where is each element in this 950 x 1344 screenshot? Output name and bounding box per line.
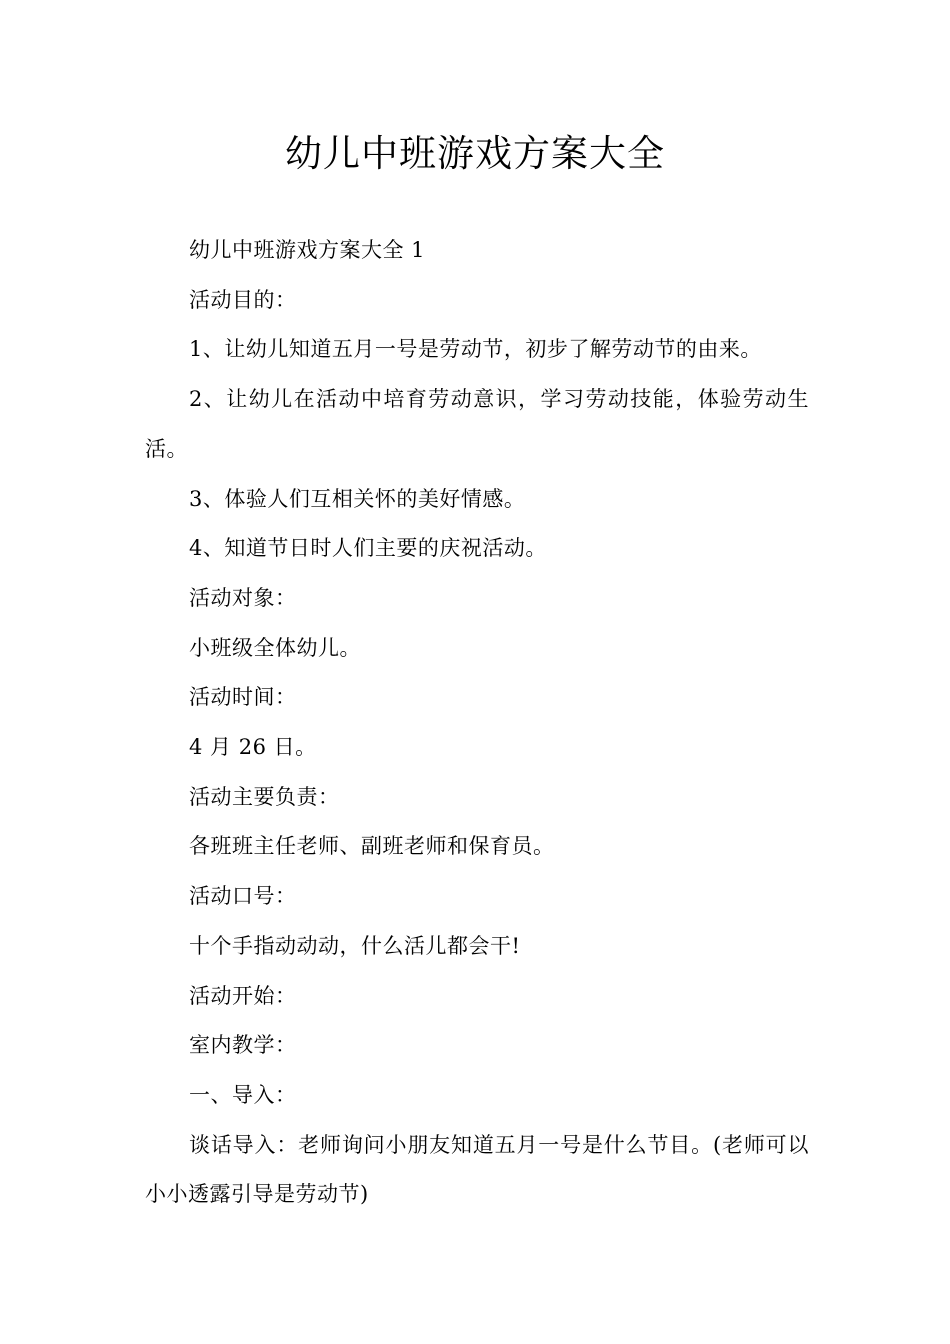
document-title: 幼儿中班游戏方案大全 xyxy=(285,132,665,175)
paragraph: 活动对象： xyxy=(189,585,297,610)
paragraph: 活动时间： xyxy=(189,685,297,710)
paragraph: 一、导入： xyxy=(189,1082,297,1107)
paragraph: 十个手指动动动，什么活儿都会干! xyxy=(189,933,521,958)
paragraph: 各班班主任老师、副班老师和保育员。 xyxy=(189,834,555,859)
paragraph: 活动开始： xyxy=(189,983,297,1008)
paragraph: 3、体验人们互相关怀的美好情感。 xyxy=(189,486,526,511)
paragraph: 1、让幼儿知道五月一号是劳动节，初步了解劳动节的由来。 xyxy=(189,337,762,362)
paragraph: 活动主要负责： xyxy=(189,784,340,809)
paragraph: 4、知道节日时人们主要的庆祝活动。 xyxy=(189,536,547,561)
document-body xyxy=(145,226,809,1220)
paragraph: 室内教学： xyxy=(189,1033,297,1058)
paragraph: 活动目的： xyxy=(189,287,297,312)
paragraph-heading: 幼儿中班游戏方案大全 1 xyxy=(189,238,426,262)
paragraph: 谈话导入：老师询问小朋友知道五月一号是什么节目。(老师可以小小透露引导是劳动节) xyxy=(145,1132,809,1207)
paragraph: 小班级全体幼儿。 xyxy=(189,635,361,660)
paragraph: 活动口号： xyxy=(189,884,297,909)
paragraph: 4 月 26 日。 xyxy=(189,735,317,760)
paragraph: 2、让幼儿在活动中培育劳动意识，学习劳动技能，体验劳动生活。 xyxy=(145,387,809,461)
